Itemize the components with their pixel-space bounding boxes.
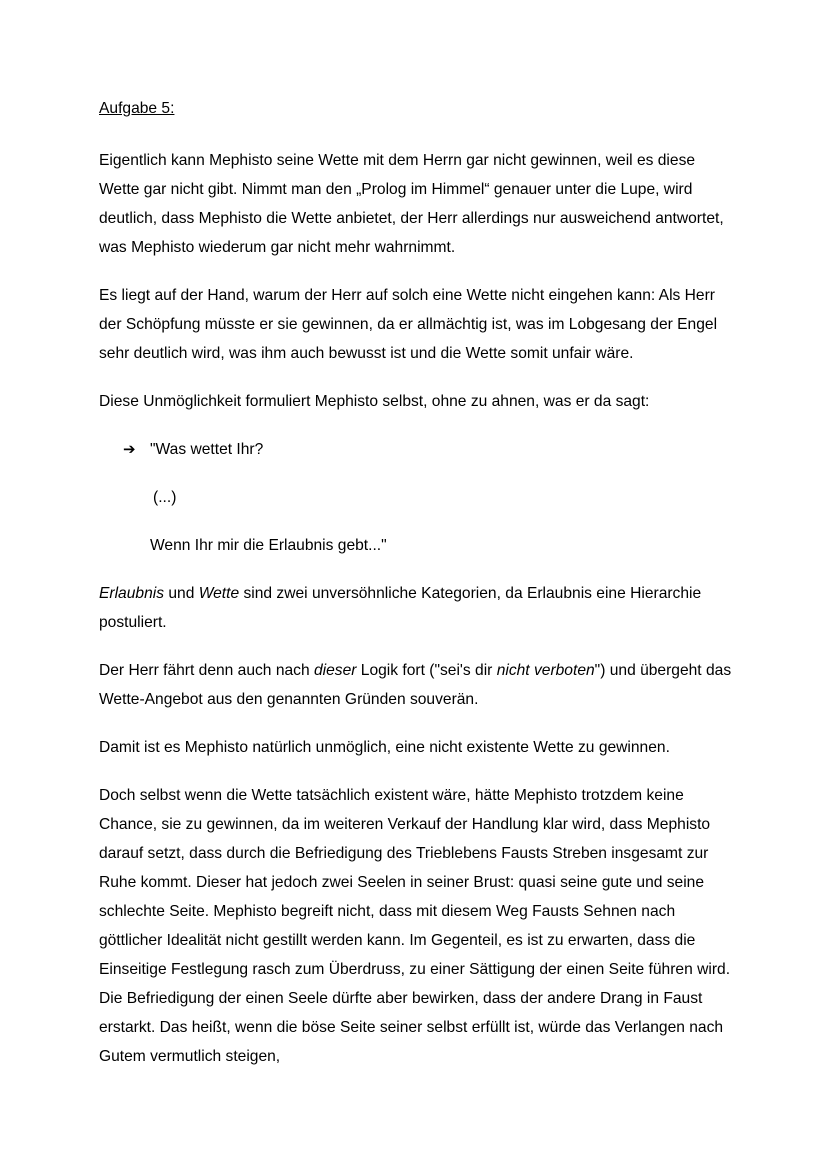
emphasis-wette: Wette [198,585,240,602]
paragraph-4-text-a: und [164,585,199,602]
emphasis-dieser: dieser [313,662,357,679]
paragraph-2: Es liegt auf der Hand, warum der Herr auf solch eine Wette nicht eingehen kann: Als Herr der Schöpfung müsste er sie gewinnen, da er allmächtig ist, was im Lobgesang der Engel sehr deutlich wird, was ihm auch bewusst ist und die Wette somit unfair wäre. [99,287,718,362]
paragraph-3: Diese Unmöglichkeit formuliert Mephisto selbst, ohne zu ahnen, was er da sagt: [99,393,650,410]
paragraph-5-text-a: Der Herr fährt denn auch nach [99,662,314,679]
paragraph-4 [99,579,739,637]
task-heading: Aufgabe 5: [99,100,175,117]
paragraph-5 [99,656,739,714]
paragraph-5-text-b: Logik fort ("sei's dir [356,662,497,679]
paragraph-4-text-b: sind zwei unversöhnliche Kategorien, da Erlaubnis eine Hierarchie postuliert. [99,585,702,631]
paragraph-6: Damit ist es Mephisto natürlich unmöglich, eine nicht existente Wette zu gewinnen. [99,739,670,756]
emphasis-erlaubnis: Erlaubnis [99,585,165,602]
quote-ellipsis: (...) [153,489,177,506]
arrow-right-icon: ➔ [123,440,136,458]
quote-line-3 [99,531,739,560]
quote-text-3: Wenn Ihr mir die Erlaubnis gebt..." [150,537,387,554]
paragraph-1: Eigentlich kann Mephisto seine Wette mit dem Herrn gar nicht gewinnen, weil es diese Wette gar nicht gibt. Nimmt man den „Prolog im Himmel“ genauer unter die Lupe, wird deutlich, dass Mephisto die Wette anbietet, der Herr allerdings nur ausweichend antwortet, was Mephisto wiederum gar nicht mehr wahrnimmt. [99,152,724,256]
quote-text-1: "Was wettet Ihr? [150,441,264,458]
paragraph-7: Doch selbst wenn die Wette tatsächlich existent wäre, hätte Mephisto trotzdem keine Chance, sie zu gewinnen, da im weiteren Verkauf der Handlung klar wird, dass Mephisto darauf setzt, dass durch die Befriedigung des Trieblebens Fausts Streben insgesamt zur Ruhe kommt. Dieser hat jedoch zwei Seelen in seiner Brust: quasi seine gute und seine schlechte Seite. Mephisto begreift nicht, dass mit diesem Weg Fausts Sehnen nach göttlicher Idealität nicht gestillt werden kann. Im Gegenteil, es ist zu erwarten, dass die Einseitige Festlegung rasch zum Überdruss, zu einer Sättigung der einen Seite führen wird. Die Befriedigung der einen Seele dürfte aber bewirken, dass der andere Drang in Faust erstarkt. Das heißt, wenn die böse Seite seiner selbst erfüllt ist, würde das Verlangen nach Gutem vermutlich steigen, [99,787,731,1065]
quote-block [99,435,739,560]
paragraph-5-text-c: ") und übergeht das Wette-Angebot aus den genannten Gründen souverän. [99,662,732,708]
quote-line-2 [99,483,739,512]
document-body [99,94,739,1090]
quote-line-1 [99,435,739,464]
emphasis-nicht-verboten: nicht verboten [496,662,595,679]
